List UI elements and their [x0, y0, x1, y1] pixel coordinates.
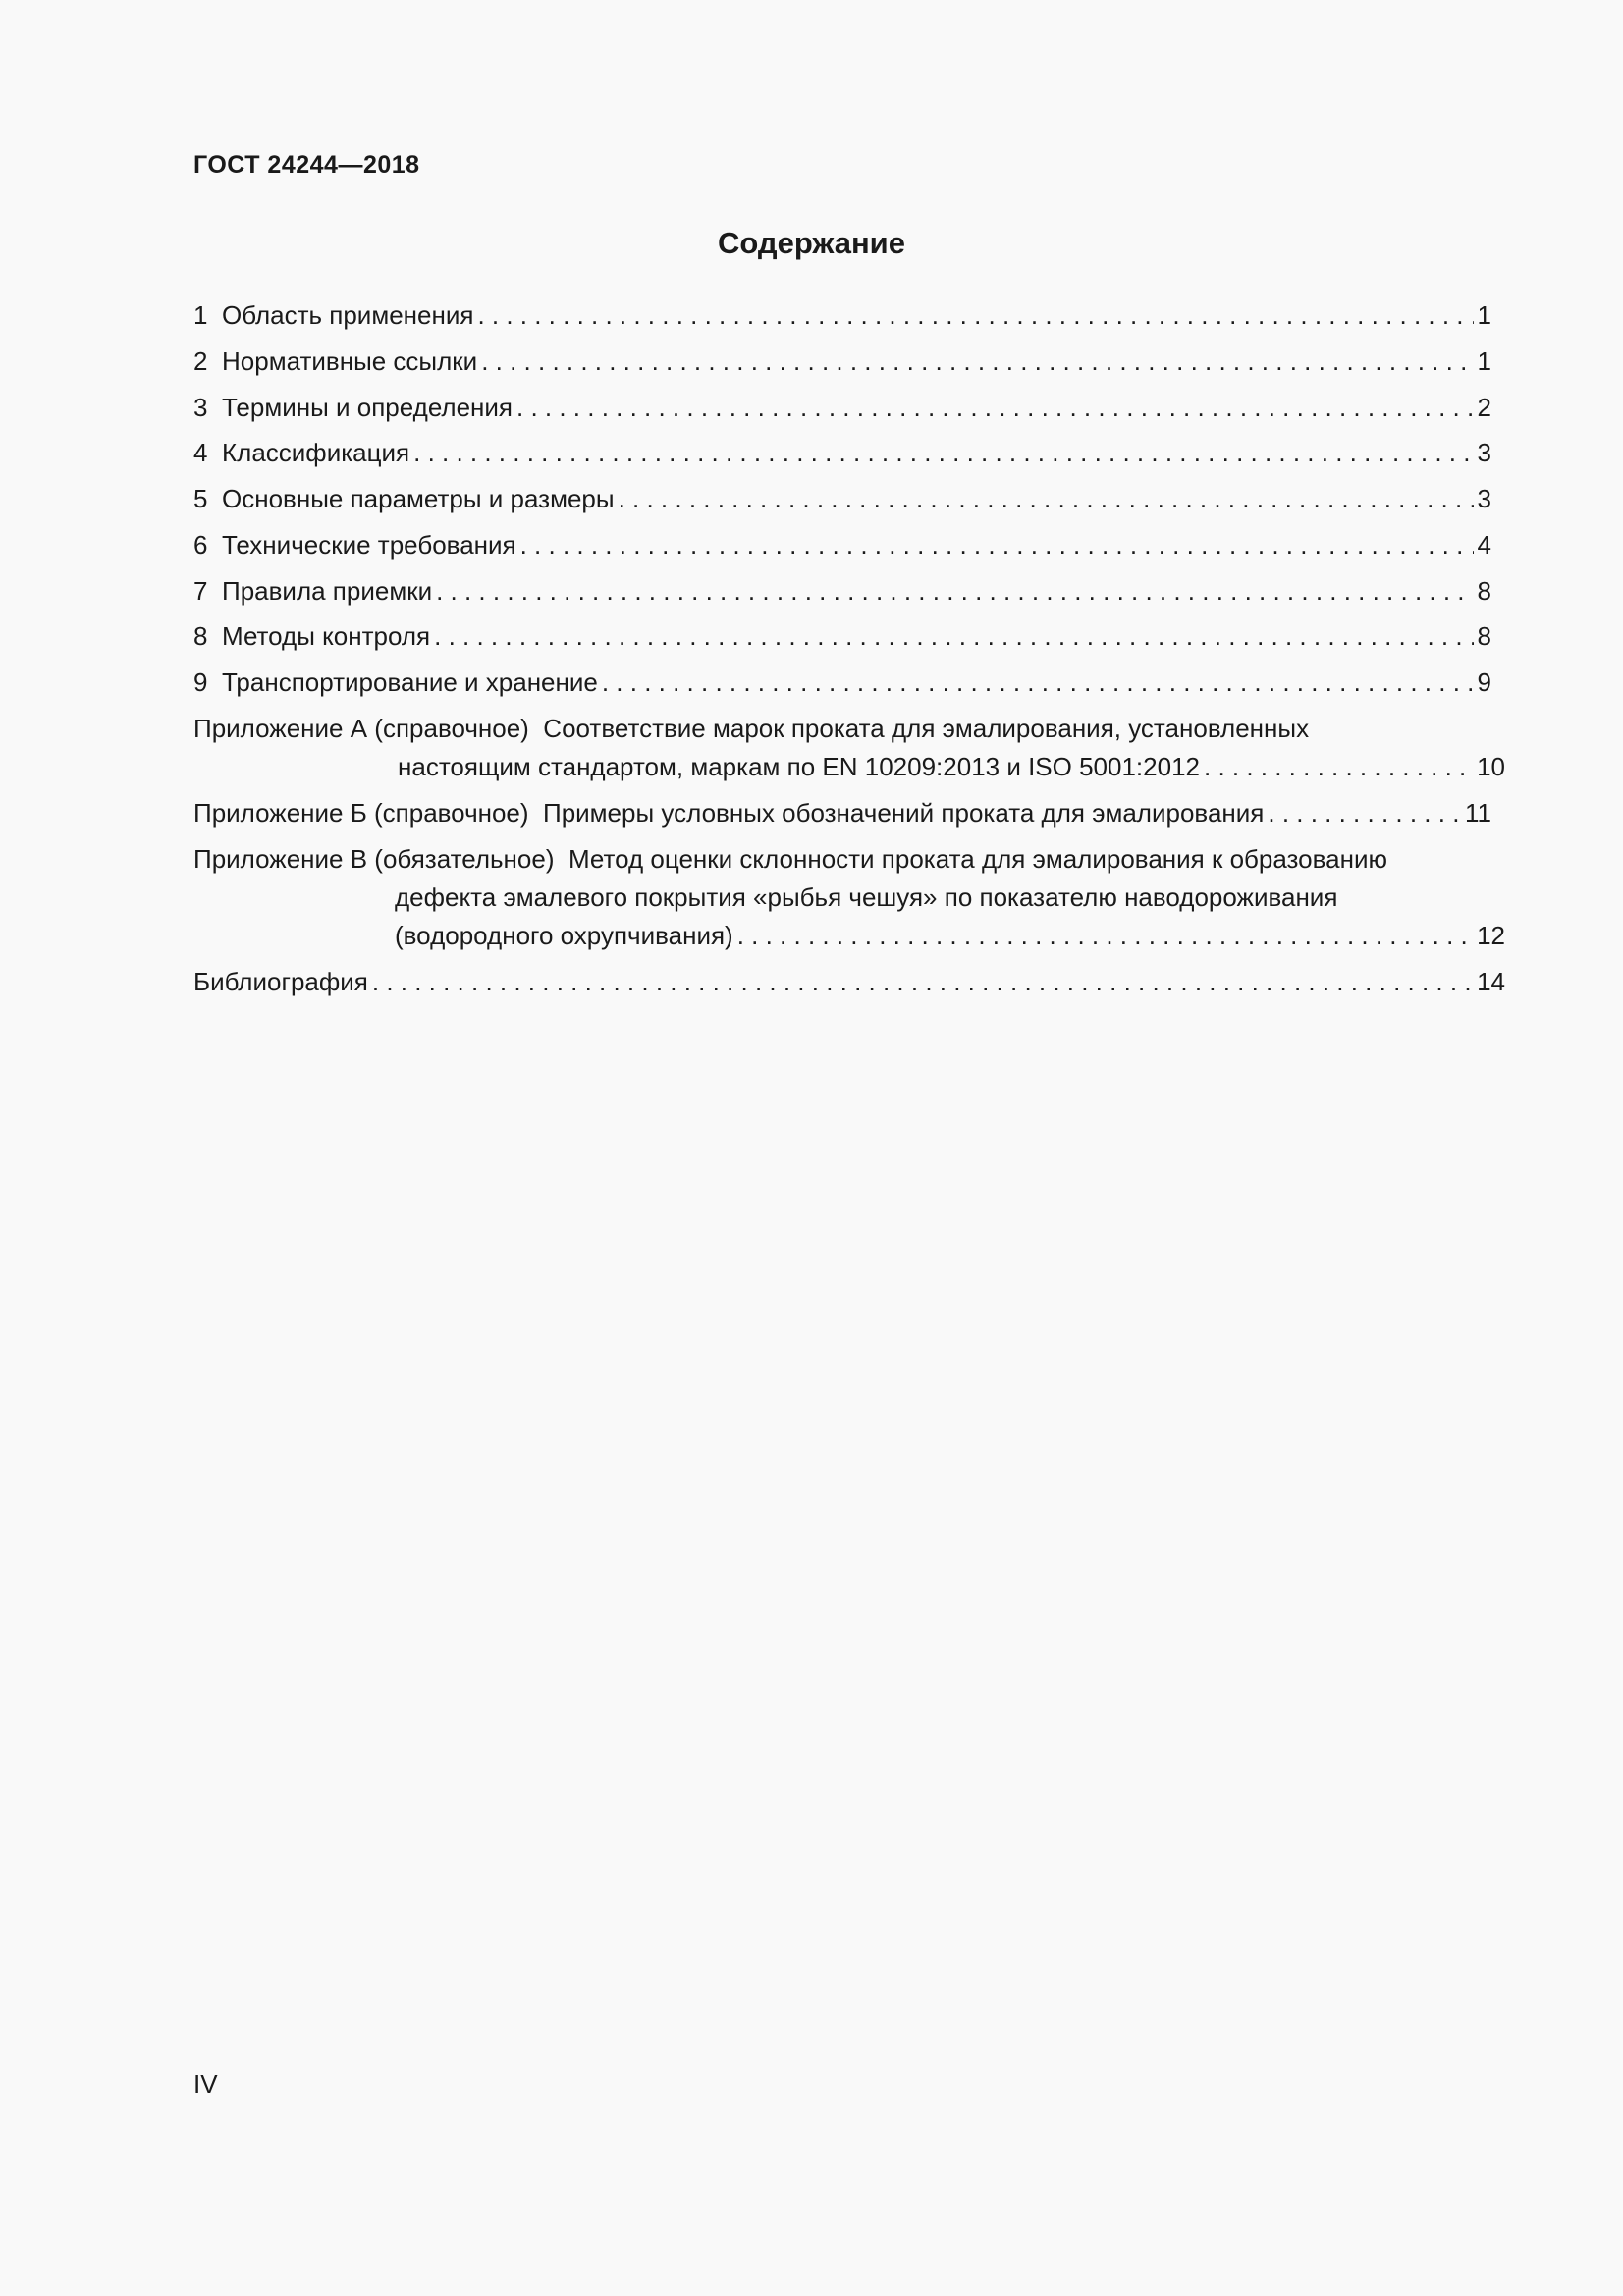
toc-item-6[interactable] [193, 530, 1491, 561]
toc-item-label: Транспортирование и хранение [222, 667, 598, 697]
toc-appendix-a-line2[interactable] [398, 752, 1505, 783]
appendix-title-continued: настоящим стандартом, маркам по EN 10209:2013 и ISO 5001:2012 [398, 752, 1200, 781]
toc-item-number: 6 [193, 530, 208, 560]
toc-item-label: Технические требования [222, 530, 516, 560]
leader-dots [434, 621, 1473, 652]
toc-item-5[interactable] [193, 484, 1491, 515]
toc-item-number: 1 [193, 300, 208, 330]
toc-item-label: Область применения [222, 300, 474, 330]
toc-item-page: 14 [1477, 967, 1505, 996]
toc-item-label: Классификация [222, 438, 410, 467]
appendix-prefix: Приложение А (справочное) [193, 714, 529, 743]
page-number: IV [193, 2069, 218, 2099]
toc-item-page: 8 [1477, 576, 1491, 606]
toc-item-label: Термины и определения [222, 393, 514, 422]
toc-item-4[interactable] [193, 438, 1491, 469]
toc-appendix-v-line3[interactable] [395, 921, 1505, 952]
leader-dots [1204, 752, 1473, 782]
toc-item-label: Правила приемки [222, 576, 433, 606]
leader-dots [481, 347, 1473, 377]
toc-item-number: 2 [193, 347, 208, 376]
toc-item-page: 4 [1477, 530, 1491, 560]
toc-item-number: 4 [193, 438, 208, 467]
appendix-title: Примеры условных обозначений проката для эмалирования [543, 798, 1265, 828]
toc-item-9[interactable] [193, 667, 1491, 699]
document-id: ГОСТ 24244—2018 [193, 151, 420, 179]
leader-dots [619, 484, 1474, 514]
toc-item-number: 7 [193, 576, 208, 606]
toc-item-number: 8 [193, 621, 208, 651]
toc-item-page: 12 [1477, 921, 1505, 950]
toc-appendix-v-line1[interactable] [193, 844, 1387, 876]
toc-item-label: Методы контроля [222, 621, 431, 651]
toc-item-1[interactable] [193, 300, 1491, 332]
toc-item-page: 1 [1477, 347, 1491, 376]
toc-item-3[interactable] [193, 393, 1491, 424]
leader-dots [413, 438, 1473, 468]
leader-dots [737, 921, 1473, 951]
toc-item-number: 3 [193, 393, 208, 422]
appendix-title-continued: (водородного охрупчивания) [395, 921, 733, 950]
leader-dots [436, 576, 1473, 607]
appendix-title: Метод оценки склонности проката для эмалирования к образованию [568, 844, 1387, 874]
toc-item-page: 3 [1477, 484, 1491, 513]
toc-item-page: 11 [1465, 798, 1491, 828]
leader-dots [372, 967, 1473, 997]
toc-appendix-b[interactable] [193, 798, 1491, 829]
page-title: Содержание [718, 226, 905, 260]
toc-item-number: 5 [193, 484, 208, 513]
toc-item-page: 1 [1477, 300, 1491, 330]
leader-dots [477, 300, 1473, 331]
toc-item-8[interactable] [193, 621, 1491, 653]
toc-item-number: 9 [193, 667, 208, 697]
toc-item-7[interactable] [193, 576, 1491, 608]
toc-appendix-a-line1[interactable] [193, 714, 1309, 745]
leader-dots [1268, 798, 1461, 828]
leader-dots [520, 530, 1474, 561]
toc-item-page: 8 [1477, 621, 1491, 651]
toc-appendix-v-line2 [395, 882, 1337, 914]
toc-item-page: 2 [1477, 393, 1491, 422]
toc-item-label: Библиография [193, 967, 368, 996]
appendix-title-continued: дефекта эмалевого покрытия «рыбья чешуя» по показателю наводороживания [395, 882, 1338, 912]
toc-item-page: 10 [1477, 752, 1505, 781]
appendix-prefix: Приложение Б (справочное) [193, 798, 529, 828]
leader-dots [516, 393, 1474, 423]
toc-item-page: 3 [1477, 438, 1491, 467]
toc-item-label: Нормативные ссылки [222, 347, 478, 376]
toc-item-label: Основные параметры и размеры [222, 484, 615, 513]
appendix-title: Соответствие марок проката для эмалирования, установленных [543, 714, 1310, 743]
toc-item-2[interactable] [193, 347, 1491, 378]
toc-bibliography[interactable] [193, 967, 1505, 998]
leader-dots [602, 667, 1474, 698]
toc-item-page: 9 [1477, 667, 1491, 697]
appendix-prefix: Приложение В (обязательное) [193, 844, 555, 874]
